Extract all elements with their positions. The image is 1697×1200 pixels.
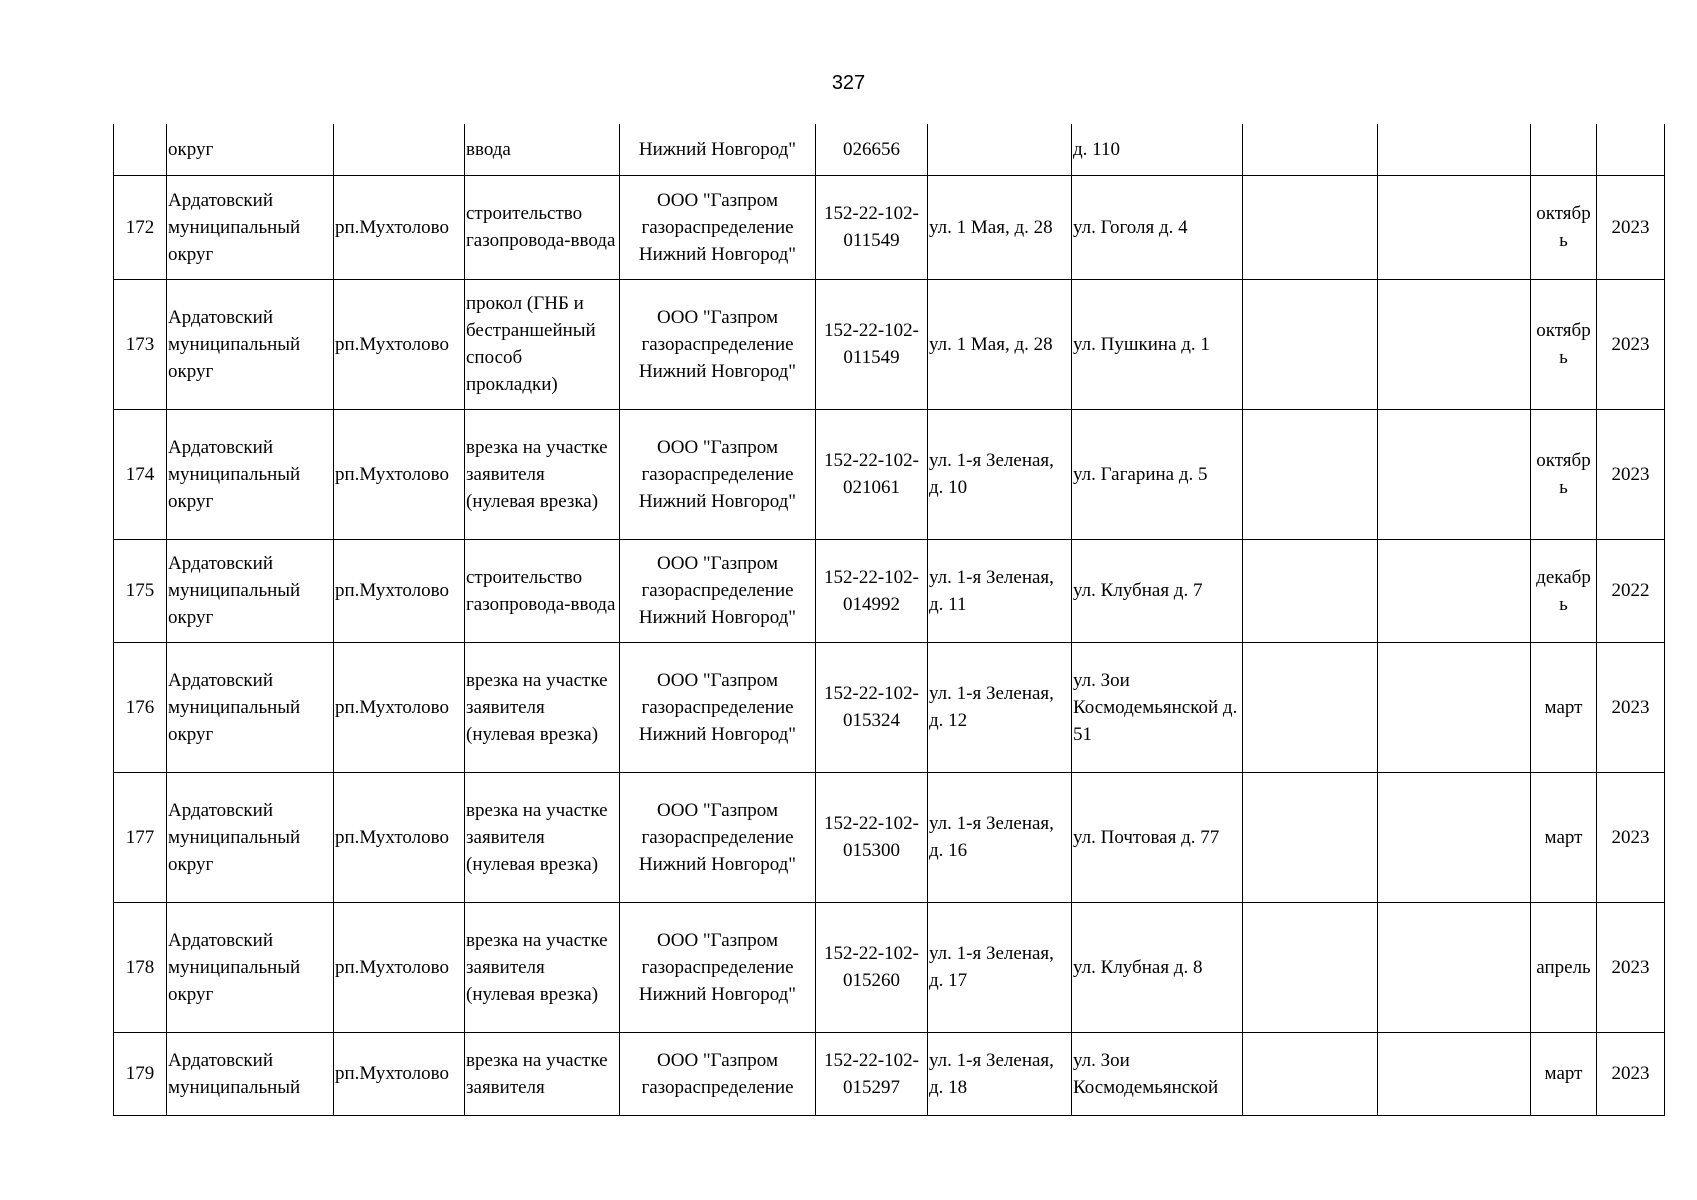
cell-contract-number: 152-22-102-021061 [816,409,928,539]
table-row [114,175,1665,279]
table-row [114,124,1665,175]
cell-empty [1378,642,1531,772]
cell-settlement: рп.Мухтолово [334,175,465,279]
cell-work-type: врезка на участке заявителя (нулевая врезка) [465,772,620,902]
cell-empty [1378,409,1531,539]
cell-year: 2023 [1597,902,1665,1032]
table-row [114,539,1665,642]
table-row [114,409,1665,539]
cell-work-type: прокол (ГНБ и бестраншейный способ прокладки) [465,279,620,409]
cell-work-type: врезка на участке заявителя (нулевая врезка) [465,409,620,539]
cell-month: октябрь [1531,279,1597,409]
cell-empty [1378,539,1531,642]
cell-connection-point: ул. 1-я Зеленая, д. 17 [928,902,1072,1032]
cell-month: март [1531,772,1597,902]
cell-object-address: ул. Пушкина д. 1 [1072,279,1243,409]
cell-district: Ардатовский муниципальный округ [167,772,334,902]
table-row [114,772,1665,902]
cell-organization: ООО "Газпром газораспределение Нижний Новгород" [620,902,816,1032]
cell-month [1531,124,1597,175]
cell-settlement: рп.Мухтолово [334,1032,465,1115]
cell-organization: ООО "Газпром газораспределение [620,1032,816,1115]
cell-district: Ардатовский муниципальный округ [167,902,334,1032]
cell-empty [1243,1032,1378,1115]
cell-contract-number: 152-22-102-015297 [816,1032,928,1115]
cell-number: 175 [114,539,167,642]
table-row [114,642,1665,772]
cell-year [1597,124,1665,175]
cell-empty [1243,279,1378,409]
cell-contract-number: 152-22-102-011549 [816,279,928,409]
cell-year: 2023 [1597,772,1665,902]
cell-empty [1243,409,1378,539]
cell-connection-point: ул. 1 Мая, д. 28 [928,279,1072,409]
table-row [114,279,1665,409]
gas-connection-register-table [113,124,1665,1116]
table-body [114,124,1665,1115]
cell-work-type: строительство газопровода-ввода [465,175,620,279]
cell-year: 2023 [1597,175,1665,279]
cell-empty [1243,772,1378,902]
cell-number: 172 [114,175,167,279]
cell-connection-point [928,124,1072,175]
cell-empty [1378,1032,1531,1115]
table-row [114,902,1665,1032]
cell-district: Ардатовский муниципальный округ [167,175,334,279]
cell-empty [1378,175,1531,279]
cell-district: округ [167,124,334,175]
cell-settlement: рп.Мухтолово [334,279,465,409]
cell-object-address: ул. Зои Космодемьянской д. 51 [1072,642,1243,772]
cell-district: Ардатовский муниципальный округ [167,279,334,409]
cell-empty [1378,772,1531,902]
cell-object-address: ул. Клубная д. 7 [1072,539,1243,642]
cell-settlement: рп.Мухтолово [334,409,465,539]
cell-object-address: ул. Гоголя д. 4 [1072,175,1243,279]
cell-year: 2023 [1597,409,1665,539]
cell-empty [1378,124,1531,175]
cell-object-address: ул. Зои Космодемьянской [1072,1032,1243,1115]
cell-number: 179 [114,1032,167,1115]
table-row [114,1032,1665,1115]
cell-object-address: ул. Клубная д. 8 [1072,902,1243,1032]
cell-district: Ардатовский муниципальный округ [167,539,334,642]
cell-month: март [1531,1032,1597,1115]
cell-empty [1243,175,1378,279]
cell-work-type: врезка на участке заявителя [465,1032,620,1115]
cell-connection-point: ул. 1-я Зеленая, д. 16 [928,772,1072,902]
cell-organization: ООО "Газпром газораспределение Нижний Новгород" [620,642,816,772]
cell-district: Ардатовский муниципальный округ [167,642,334,772]
cell-work-type: строительство газопровода-ввода [465,539,620,642]
cell-number: 176 [114,642,167,772]
cell-number: 173 [114,279,167,409]
cell-connection-point: ул. 1-я Зеленая, д. 11 [928,539,1072,642]
cell-object-address: ул. Почтовая д. 77 [1072,772,1243,902]
cell-district: Ардатовский муниципальный округ [167,409,334,539]
cell-work-type: врезка на участке заявителя (нулевая врезка) [465,642,620,772]
cell-year: 2023 [1597,642,1665,772]
cell-contract-number: 152-22-102-011549 [816,175,928,279]
cell-work-type: врезка на участке заявителя (нулевая врезка) [465,902,620,1032]
cell-month: октябрь [1531,175,1597,279]
cell-month: март [1531,642,1597,772]
cell-empty [1378,902,1531,1032]
cell-number: 174 [114,409,167,539]
cell-organization: ООО "Газпром газораспределение Нижний Новгород" [620,772,816,902]
cell-year: 2023 [1597,279,1665,409]
cell-year: 2022 [1597,539,1665,642]
cell-connection-point: ул. 1-я Зеленая, д. 10 [928,409,1072,539]
cell-district: Ардатовский муниципальный [167,1032,334,1115]
cell-settlement: рп.Мухтолово [334,772,465,902]
cell-contract-number: 152-22-102-014992 [816,539,928,642]
cell-connection-point: ул. 1 Мая, д. 28 [928,175,1072,279]
cell-number: 178 [114,902,167,1032]
cell-organization: Нижний Новгород" [620,124,816,175]
cell-empty [1243,539,1378,642]
cell-object-address: ул. Гагарина д. 5 [1072,409,1243,539]
cell-organization: ООО "Газпром газораспределение Нижний Новгород" [620,409,816,539]
cell-work-type: ввода [465,124,620,175]
cell-object-address: д. 110 [1072,124,1243,175]
cell-number: 177 [114,772,167,902]
cell-organization: ООО "Газпром газораспределение Нижний Новгород" [620,279,816,409]
cell-organization: ООО "Газпром газораспределение Нижний Новгород" [620,539,816,642]
cell-settlement [334,124,465,175]
page-number: 327 [831,72,866,94]
cell-year: 2023 [1597,1032,1665,1115]
cell-month: декабрь [1531,539,1597,642]
cell-month: апрель [1531,902,1597,1032]
cell-settlement: рп.Мухтолово [334,539,465,642]
cell-empty [1243,124,1378,175]
cell-empty [1378,279,1531,409]
cell-contract-number: 152-22-102-015300 [816,772,928,902]
cell-empty [1243,902,1378,1032]
cell-connection-point: ул. 1-я Зеленая, д. 18 [928,1032,1072,1115]
cell-contract-number: 152-22-102-015324 [816,642,928,772]
cell-settlement: рп.Мухтолово [334,642,465,772]
cell-month: октябрь [1531,409,1597,539]
cell-organization: ООО "Газпром газораспределение Нижний Новгород" [620,175,816,279]
cell-connection-point: ул. 1-я Зеленая, д. 12 [928,642,1072,772]
cell-number [114,124,167,175]
cell-contract-number: 152-22-102-015260 [816,902,928,1032]
cell-contract-number: 026656 [816,124,928,175]
cell-empty [1243,642,1378,772]
cell-settlement: рп.Мухтолово [334,902,465,1032]
